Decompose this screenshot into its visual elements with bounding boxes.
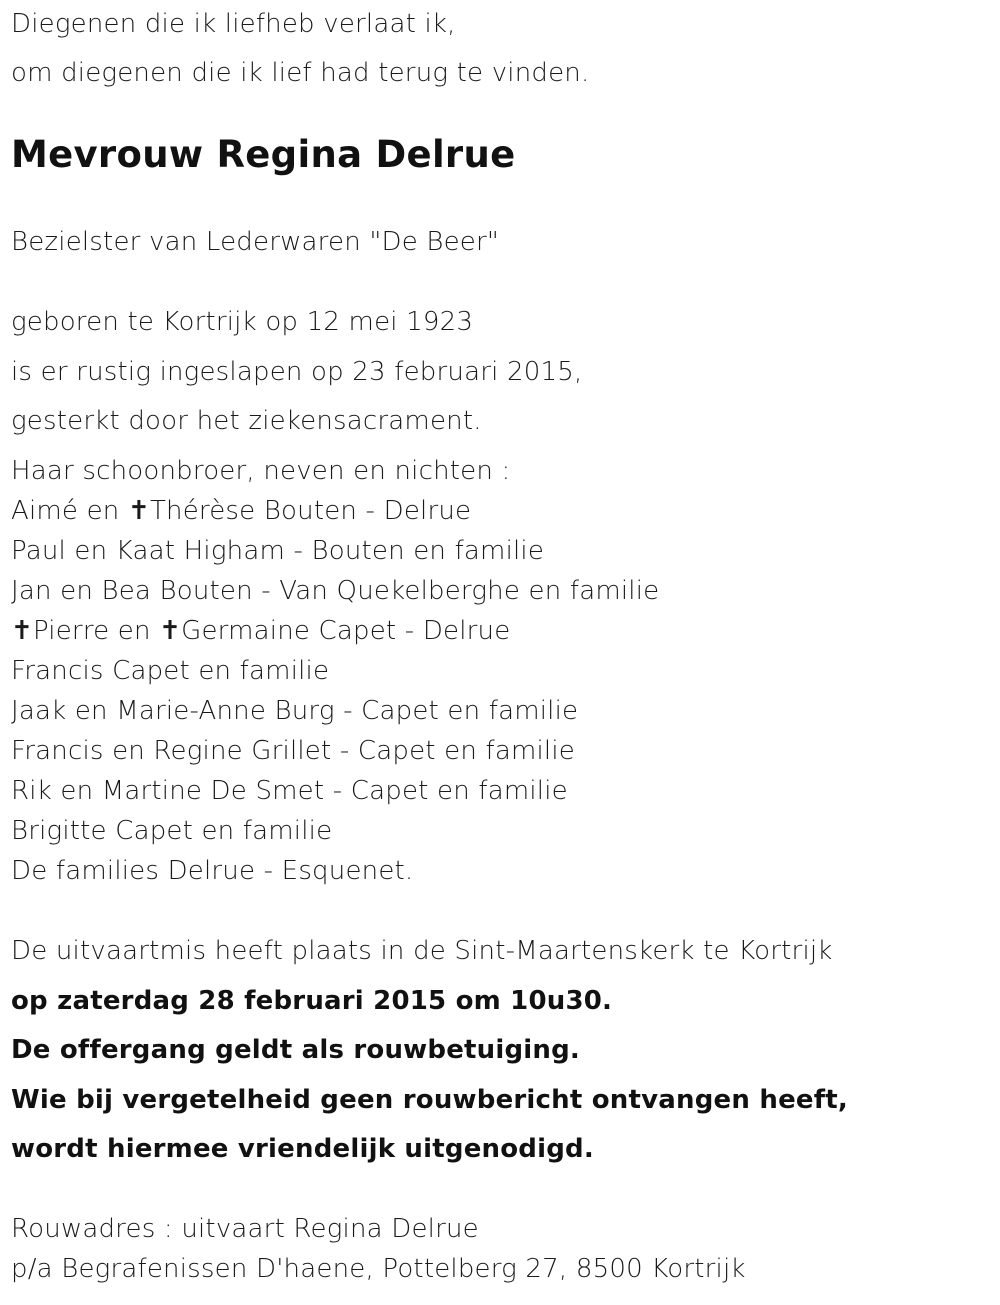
birth-line: geboren te Kortrijk op 12 mei 1923 [11, 307, 474, 337]
family-line: Jaak en Marie-Anne Burg - Capet en familie [11, 696, 579, 726]
family-line-text: Aimé en [11, 496, 128, 526]
family-line [11, 495, 471, 527]
family-line-text: Germaine Capet - Delrue [181, 616, 511, 646]
family-line-text: Thérèse Bouten - Delrue [149, 496, 472, 526]
cross-icon: ✝ [159, 616, 182, 646]
family-line: Francis Capet en familie [11, 656, 330, 686]
family-line: De families Delrue - Esquenet. [11, 856, 414, 886]
family-line: Jan en Bea Bouten - Van Quekelberghe en familie [11, 576, 660, 606]
address-line-2: p/a Begrafenissen D'haene, Pottelberg 27, 8500 Kortrijk [11, 1254, 746, 1284]
verse-line-1: Diegenen die ik liefheb verlaat ik, [11, 9, 456, 39]
funeral-place: De uitvaartmis heeft plaats in de Sint-Maartenskerk te Kortrijk [11, 936, 833, 966]
family-line-text: Pierre en [33, 616, 160, 646]
deceased-name: Mevrouw Regina Delrue [11, 133, 516, 176]
cross-icon: ✝ [127, 496, 150, 526]
offering-note: De offergang geldt als rouwbetuiging. [11, 1035, 581, 1065]
family-intro: Haar schoonbroer, neven en nichten : [11, 456, 511, 486]
invite-line-2: wordt hiermee vriendelijk uitgenodigd. [11, 1134, 594, 1164]
verse-line-2: om diegenen die ik lief had terug te vinden. [11, 58, 590, 88]
sacrament-line: gesterkt door het ziekensacrament. [11, 406, 482, 436]
family-line: Brigitte Capet en familie [11, 816, 333, 846]
family-line: Francis en Regine Grillet - Capet en familie [11, 736, 575, 766]
family-line: Paul en Kaat Higham - Bouten en familie [11, 536, 545, 566]
death-line: is er rustig ingeslapen op 23 februari 2015, [11, 357, 583, 387]
family-line [11, 615, 510, 647]
occupation: Bezielster van Lederwaren "De Beer" [11, 227, 500, 257]
address-line-1: Rouwadres : uitvaart Regina Delrue [11, 1214, 479, 1244]
funeral-date: op zaterdag 28 februari 2015 om 10u30. [11, 986, 613, 1016]
invite-line-1: Wie bij vergetelheid geen rouwbericht ontvangen heeft, [11, 1085, 848, 1115]
family-line: Rik en Martine De Smet - Capet en familie [11, 776, 568, 806]
cross-icon: ✝ [11, 616, 33, 646]
